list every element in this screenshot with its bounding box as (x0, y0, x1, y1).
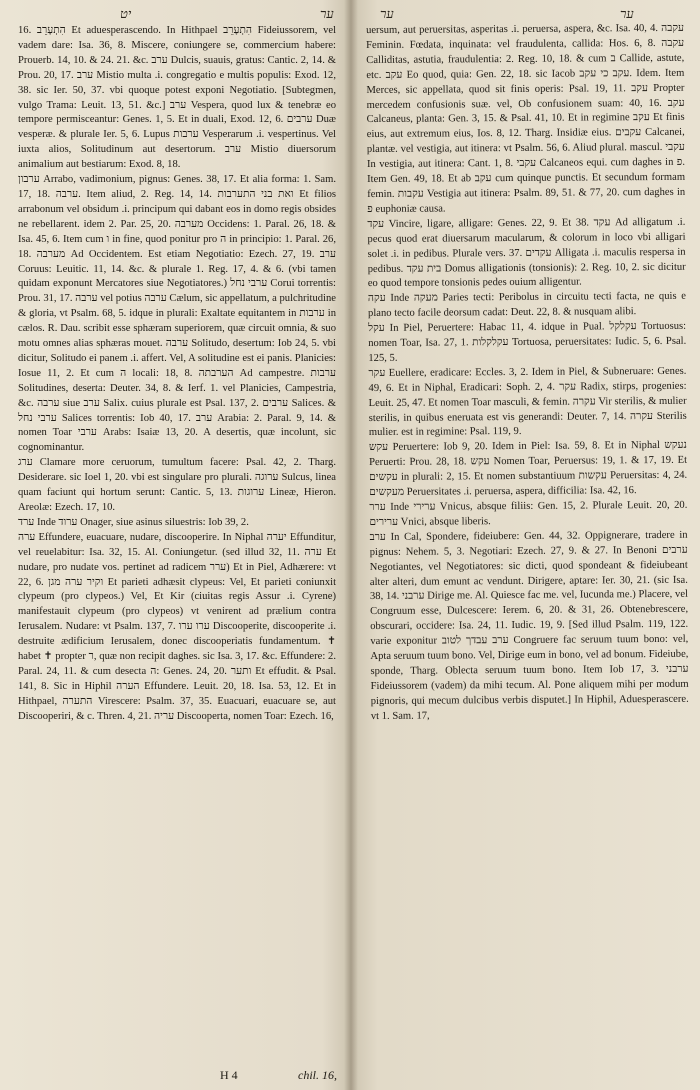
lexicon-entry: עקר Euellere, eradicare: Eccles. 3, 2. Idem in Piel, & Subneruare: Genes. 49, 6. Et in Niphal, Eradicari: Soph. 2, 4. עקר Radix, stirps, progenies: Leuit. 25, 47. Et nomen Toar masculi, & femin. עקרה Vir sterilis, & mulier sterilis, in quibus eneruata est vis generandi: Deuter. 7, 14. עקרה Sterilis mulier. est in regimine: Psal. 119, 9. (368, 365, 687, 439)
right-folio-number: ער (620, 6, 634, 21)
lexicon-entry: ערר Inde ערירי Vnicus, absque filiis: Gen. 15, 2. Plurale Leuit. 20, 20. ערירים Vnici, absque liberis. (369, 499, 688, 528)
right-running-head: ער (380, 6, 394, 21)
lexicon-entry: ערג Clamare more ceruorum, tumultum facere: Psal. 42, 2. Tharg. Desiderare. sic Ioel 1, 20. vbi est singulare pro plurali. ערוגה Sulcus, linea quam faciunt qui hortum serunt: Cantic. 5, 13. ערוגות Lineæ, Hieron. Areolæ: Ezech. 17, 10. (18, 457, 336, 513)
left-folio-number: יט (120, 6, 132, 21)
left-text-column (18, 24, 336, 725)
signature-mark: H 4 (220, 1068, 238, 1082)
page-footer (0, 1068, 700, 1086)
book-gutter (344, 0, 358, 1090)
lexicon-entry: uersum, aut peruersitas, asperitas .i. peruersa, aspera, &c. Isa. 40, 4. עקבה Feminin. Fœdata, inquinata: vel fraudulenta, callida: Hos. 6, 8. עקבה Calliditas, astutia, fraudulentia: 2. Reg. 10, 18. & cum ב Callide, astute, etc. עקב Eo quod, quia: Gen. 22, 18. sic Iacob עקב כי עקב. Idem. Item Merces, sic appellata, quod sit finis operis: Psal. 19, 11. עקב Propter mercedem confusionis suæ. vel, Ob confusionem suam: 40, 16. עקב Calcaneus, planta: Gen. 3, 15. & Psal. 41, 10. Et in regimine עקב Et finis eius, aut extremum eius, Ios. 8, 12. Tharg. Insidiæ eius. עקבים Calcanei, plantæ. vel vestigia, aut itinera: vt Psalm. 56, 6. Aliud plural. mascul. עקבי In vestigia, aut itinera: Cant. 1, 8. עקבי Calcaneos equi. cum daghes in פ. Item Gen. 49, 18. Et ab עקב cum quinque punctis. Et secundum formam femin. עקבות Vestigia aut itinera: Psalm. 89, 51. & 77, 20. cum daghes in פ euphoniæ causa. (366, 22, 686, 215)
lexicon-entry: עקה Inde מעקה Paries tecti: Peribolus in circuitu tecti facta, ne quis e plano tecto facile deorsum cadat: Deut. 22, 8. & nusquam alibi. (367, 291, 686, 320)
right-text-column (366, 22, 689, 725)
lexicon-entry: עקל In Piel, Peruertere: Habac 11, 4. idque in Pual. עקלקל Tortuosus: nomen Toar, Isa. 27, 1. עקלקלות Tortuosa, peruersitates: Iudic. 5, 6. Psal. 125, 5. (368, 320, 687, 364)
lexicon-entry: ערה Effundere, euacuare, nudare, discooperire. In Niphal יערה Effunditur, vel reuelabitur: Isa. 32, 15. Al. Coniungetur. (sed illud 32, 11. ערה Et nudare, pro nudate vos. pertinet ad radicem ערר) Et in Piel, Adhærere: vt 22, 6. וקיר ערה מגן Et parieti adhæsit clypeus: Vel, Et parieti coniunxit clypeum (pro clypeos.) Vel, Et Kir (ciuitas regis Assur .i. Cyrene) manifestauit clypeum (pro clypeos) vt venirent ad prælium contra Ierusalem. Nudare: vt Psalm. 137, 7. ערו ערו Discooperite, discooperite .i. destruite ædificium Ierusalem, donec discooperiatis fundamentum. ✝ habet ✝ propter ר, quæ non recipit daghes. sic Isa. 3, 17. &c. Effundere: 2. Paral. 24, 11. & cum desecta ה: Genes. 24, 20. ותער Et effudit. & Psal. 141, 8. Sic in Hiphil הערה Effundere. Leuit. 20, 18. Isa. 53, 12. Et in Hithpael, התערה Virescere: Psalm. 37, 35. Euacuari, euacuare se, aut Discooperiri, & c. Thren. 4, 21. עריה Discooperta, nomen Toar: Ezech. 16, (18, 531, 337, 722)
left-running-head: ער (320, 6, 334, 21)
lexicon-entry: ערבון Arrabo, vadimonium, pignus: Genes. 38, 17. Et alia forma: 1. Sam. 17, 18. ערבה. Item aliud, 2. Reg. 14, 14. ואת בני התערבות Et filios arrabonum vel obsidum .i. principum qui dabant eos in domo regis obsides ne rebellarent. idem 2. Par. 25, 20. מערבה Occidens: 1. Paral. 26, 18. & Isa. 45, 6. Item cum ו in fine, quod ponitur pro ה in principio: 1. Paral. 26, 18. מערבה Ad Occidentem. Est etiam Negotiatio: Ezech. 27, 19. ערב Coruus: Leuitic. 11, 14. &c. & plurale 1. Reg. 17, 4. & 6. (vbi tamen quidam exponunt Mercatores siue Negotiatores.) ערבי נחל Corui torrentis: Prou. 31, 17. ערבה vel potius ערבה Cælum, sic appellatum, a pulchritudine & gloria, vt Psalm. 68, 5. idque in plurali: Exaltate equitantem in ערבות in cælos. R. Dau. scribit esse sphæram superiorem, quæ circuit omnia, & suo motu omnes alias sphæras mouet. ערבה Solitudo, desertum: Iob 24, 5. vbi dicitur, Solitudo ei panem .i. affert. Vel, A solitudine est ei panis. Planicies: Iosue 11, 2. Et cum ה locali: 18, 8. הערבתה Ad campestre. ערבות Solitudines, deserta: Deuter. 34, 8. & Ierf. 1. vel Planicies, Campestria, &c. ערבה siue ערב Salix. cuius plurale est Psal. 137, 2. ערבים Salices. & ערבי נחל Salices torrentis: Iob 40, 17. ערב Arabia: 2. Paral. 9, 14. & nomen Toar ערבי Arabs: Isaiæ 13, 20. A desertis, quæ incolunt, sic cognominantur. (18, 174, 337, 454)
catchword: chil. 16, (298, 1068, 337, 1082)
lexicon-entry: ערב In Cal, Spondere, fideiubere: Gen. 44, 32. Oppignerare, tradere in pignus: Nehem. 5, 3. Negotiari: Ezech. 27, 9. & 27. In Benoni ערבים Negotiantes, vel Negotiatores: sic dicti, quod spondeant & fideiubeant alter alteri, dum emunt ac vendunt. Dirigere, aptare: Ier. 30, 21. (sic Isa. 38, 14. ערבני Dirige me. Al. Quiesce fac me. vel, Iucunda me.) Placere, vel Congruum esse, Dulcescere: Ierem. 6, 20. & 31, 26. Obtenebrescere, obscurari, occidere: Isa. 24, 11. Iudic. 19, 9. [Sed illud Psalm. 119, 122. varie exponitur ערב עבדך לטוב Congruere fac seruum tuum bono: vel, Apta seruum tuum bono. Vel, Dirige eum in bono, vel ad bonum. Fideiube, spondе, Tharg. Oblecta seruum tuum bono. Item Iob 17, 3. ערבני Fideiussorem (vadem) da mihi tecum. Al. Pone aliquem mihi per modum pignoris, qui mecum dulcibus verbis disputet.] In Hiphil, Aduesperascere. vt 1. Sam. 17, (369, 529, 689, 722)
lexicon-entry: ערד Inde ערוד Onager, siue asinus siluestris: Iob 39, 2. (18, 516, 249, 528)
lexicon-entry: עקד Vincire, ligare, alligare: Genes. 22, 9. Et 38. עקד Ad alligatum .i. pecus quod erat diuersarum macularum, & colorum in loco vbi alligari solet .i. in pedibus. Plurale vers. 37. עקדים Alligata .i. maculis respersa in pedibus. בית עקד Domus alligationis (tonsionis): 2. Reg. 10, 2. sic dicitur eo quod tempore tonsionis pedes ouium alligentur. (367, 216, 686, 290)
lexicon-entry: עקש Peruertere: Iob 9, 20. Idem in Piel: Isa. 59, 8. Et in Niphal נעקש Peruerti: Prou. 28, 18. עקש Nomen Toar, Peruersus: 19, 1. & 17, 19. Et עקשים in plurali: 2, 15. Et nomen substantiuum עקשות Peruersitas: 4, 24. מעקשים Peruersitates .i. peruersa, aspera, difficilia: Isa. 42, 16. (368, 440, 688, 499)
lexicon-entry: 16. הִתְעָרֵב Et aduesperascendo. In Hithpael הִתְעָרֵב Fideiussorem, vel vadem dare: Isa. 36, 8. Miscere, coniungere se, commercium habere: Prouerb. 14, 10. & 24. 21. &c. ערב Dulcis, suauis, gratus: Cantic. 2, 14. & Prou. 20, 17. ערב Mistio multa .i. congregatio e multis populis: Exod. 12, 38. sic Ier. 50, 37. vbi quoque potest exponi Negotiatio. [Subtegmen, vulgo Trama: Leuit. 13, 51. &c.] ערב Vespera, quod lux & tenebræ eo tempore permisceantur: Genes. 1, 5. Et in duali, Exod. 12, 6. ערבים Duæ vesperæ. & plurale Ier. 5, 6. Lupus ערבות Vesperarum .i. vespertinus. Vel iuxta alios, Solitudinum aut desertorum. ערב Mistio diuersorum animalium aut bestiarum: Exod. 8, 18. (18, 25, 337, 171)
